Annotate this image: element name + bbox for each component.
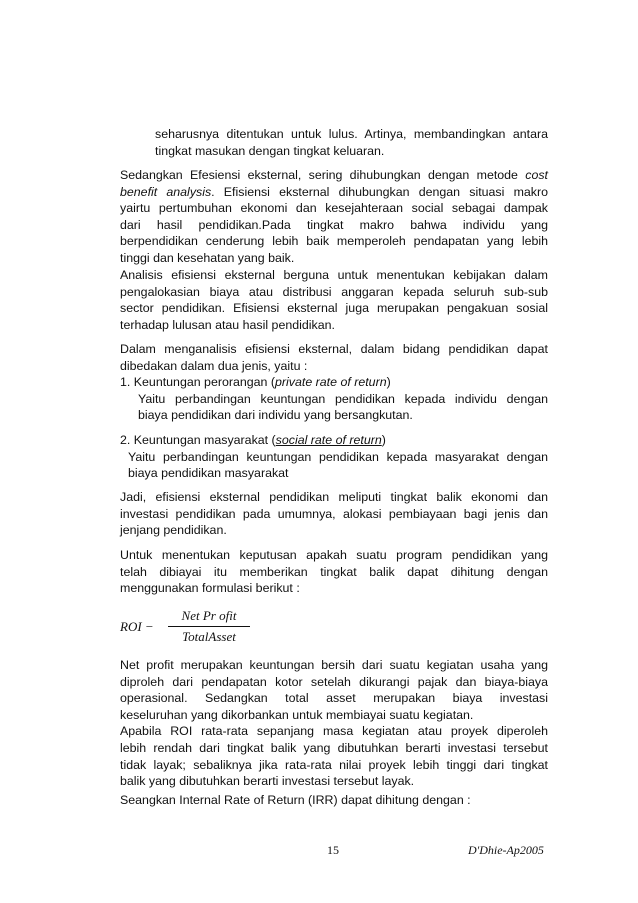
text-line: tingkat masukan dengan tingkat keluaran. bbox=[155, 143, 385, 158]
text-line: Apabila ROI rata-rata sepanjang masa kegiatan atau proyek diperoleh bbox=[120, 724, 548, 739]
text-fragment: . Efisiensi eksternal dihubungkan dengan situasi makro bbox=[211, 184, 548, 199]
paragraph-external-efficiency bbox=[120, 167, 548, 267]
text-line: Analisis efisiensi eksternal berguna untuk menentukan kebijakan dalam bbox=[120, 268, 548, 282]
paragraph-two-types bbox=[120, 341, 548, 424]
text-line: operasional. Sedangkan total asset merupakan biaya investasi bbox=[120, 691, 548, 706]
italic-term: cost bbox=[525, 168, 548, 182]
paragraph-decision bbox=[120, 547, 548, 597]
text-fragment: 1. Keuntungan perorangan ( bbox=[120, 375, 276, 390]
text-line: tinggi dan kesehatan yang baik. bbox=[120, 250, 295, 265]
formula-lhs: ROI − bbox=[120, 619, 154, 634]
text-line: Jadi, efisiensi eksternal pendidikan meliputi tingkat balik ekonomi dan bbox=[120, 490, 548, 504]
italic-term: benefit analysis bbox=[120, 184, 212, 199]
text-line: jenjang pendidikan. bbox=[120, 523, 227, 538]
text-line: Net profit merupakan keuntungan bersih dari suatu kegiatan usaha yang bbox=[120, 658, 548, 672]
formula-fraction bbox=[168, 608, 250, 645]
formula-numerator: Net Pr ofit bbox=[181, 608, 237, 623]
text-line: balik yang dibutuhkan berarti investasi tersebut layak. bbox=[120, 774, 415, 789]
paragraph-analysis bbox=[120, 267, 548, 333]
text-line: telah dibiayai itu memberikan tingkat balik dapat dihitung dengan bbox=[120, 564, 548, 579]
text-line: keseluruhan yang dikorbankan untuk membiayai suatu kegiatan. bbox=[120, 707, 474, 722]
text-fragment: ) bbox=[381, 433, 386, 447]
text-line: lebih rendah dari tingkat balik yang dibutuhkan berarti investasi tersebut bbox=[120, 740, 548, 755]
italic-underlined-term: social rate of return bbox=[275, 433, 382, 447]
text-line: Dalam menganalisis efisiensi eksternal, dalam bidang pendidikan dapat bbox=[120, 342, 548, 356]
text-line: biaya pendidikan masyarakat bbox=[128, 466, 289, 481]
text-line: tidak layak; sebaliknya jika rata-rata nilai proyek lebih tinggi dari tingkat bbox=[120, 757, 548, 772]
text-line: biaya pendidikan dari individu yang bersangkutan. bbox=[138, 408, 413, 423]
text-line: pengalokasian biaya atau distribusi anggaran kepada seluruh sub-sub bbox=[120, 284, 548, 299]
text-line: seharusnya ditentukan untuk lulus. Artinya, membandingkan antara bbox=[155, 127, 548, 141]
text-line: terhadap lulusan atau hasil pendidikan. bbox=[120, 317, 335, 332]
text-line: menggunakan formulasi berikut : bbox=[120, 581, 300, 596]
text-line: Seangkan Internal Rate of Return (IRR) dapat dihitung dengan : bbox=[120, 793, 471, 807]
list-item-heading bbox=[120, 432, 548, 449]
paragraph-irr bbox=[120, 792, 548, 809]
text-line: dari hasil pendidikan.Pada tingkat makro bahwa individu yang bbox=[120, 217, 548, 232]
text-line: Yaitu perbandingan keuntungan pendidikan kepada masyarakat dengan bbox=[128, 449, 548, 464]
text-line: berpendidikan cenderung lebih baik memperoleh pendapatan yang lebih bbox=[120, 234, 548, 249]
paragraph-conclusion bbox=[120, 489, 548, 539]
fraction-bar bbox=[168, 626, 250, 627]
page-number: 15 bbox=[327, 843, 339, 857]
text-line: dibedakan dalam dua jenis, yaitu : bbox=[120, 358, 308, 373]
text-line: diproleh dari pendapatan kotor setelah dikurangi pajak dan biaya-biaya bbox=[120, 674, 548, 689]
italic-term: private rate of return bbox=[275, 375, 387, 390]
text-line: Untuk menentukan keputusan apakah suatu program pendidikan yang bbox=[120, 548, 548, 562]
paragraph-social-return bbox=[120, 432, 548, 482]
text-line bbox=[120, 167, 548, 184]
footer-author: D'Dhie-Ap2005 bbox=[468, 843, 544, 857]
text-fragment: ) bbox=[386, 375, 391, 390]
text-line bbox=[120, 184, 548, 201]
text-line: investasi pendidikan pada umumnya, alokasi pembiayaan bagi jenis dan bbox=[120, 506, 548, 521]
text-line: yairtu pertumbuhan ekonomi dan kesejahteraan social sebagai dampak bbox=[120, 201, 548, 216]
text-line: Yaitu perbandingan keuntungan pendidikan kepada individu dengan bbox=[138, 391, 548, 406]
paragraph-net-profit bbox=[120, 657, 548, 790]
intro-paragraph bbox=[120, 126, 548, 159]
text-line: sector pendidikan. Efisiensi eksternal juga merupakan pengakuan sosial bbox=[120, 301, 548, 316]
text-fragment: Sedangkan Efesiensi eksternal, sering dihubungkan dengan metode bbox=[120, 168, 526, 182]
list-item-heading bbox=[120, 374, 548, 391]
text-fragment: 2. Keuntungan masyarakat ( bbox=[120, 433, 276, 447]
formula-denominator: TotalAsset bbox=[182, 629, 236, 644]
